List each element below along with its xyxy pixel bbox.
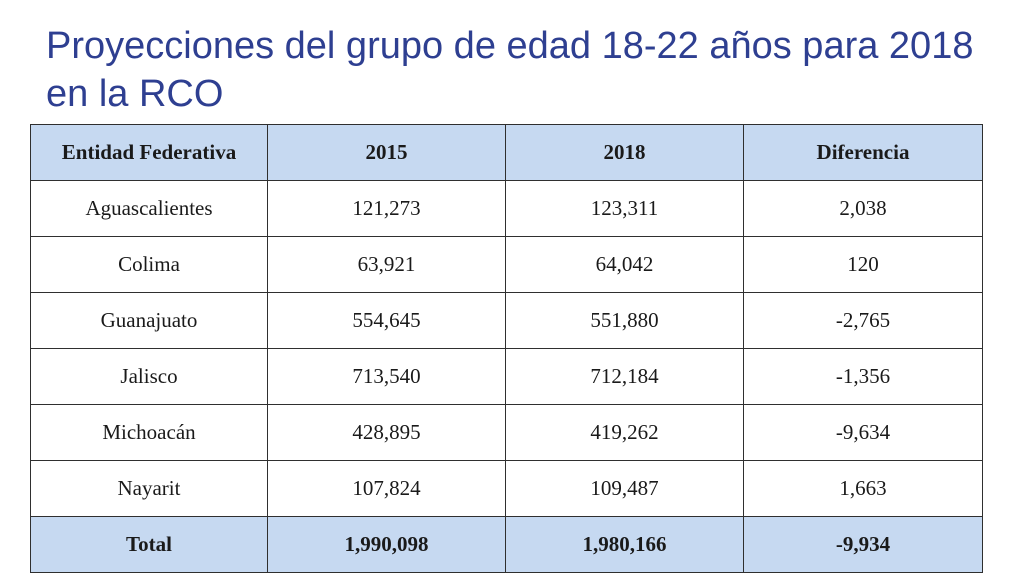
data-table <box>30 124 983 573</box>
cell-2018: 123,311 <box>506 181 744 237</box>
cell-diferencia: -2,765 <box>744 293 983 349</box>
cell-2015: 63,921 <box>268 237 506 293</box>
table-row <box>31 461 983 517</box>
cell-2015: 713,540 <box>268 349 506 405</box>
total-diferencia: -9,934 <box>744 517 983 573</box>
table-row <box>31 181 983 237</box>
table-row <box>31 349 983 405</box>
header-diferencia: Diferencia <box>744 125 983 181</box>
cell-diferencia: 120 <box>744 237 983 293</box>
header-entidad: Entidad Federativa <box>31 125 268 181</box>
cell-entidad: Colima <box>31 237 268 293</box>
table-row <box>31 237 983 293</box>
cell-diferencia: 2,038 <box>744 181 983 237</box>
header-2015: 2015 <box>268 125 506 181</box>
cell-2018: 64,042 <box>506 237 744 293</box>
header-row <box>31 125 983 181</box>
cell-entidad: Michoacán <box>31 405 268 461</box>
total-2015: 1,990,098 <box>268 517 506 573</box>
slide-title: Proyecciones del grupo de edad 18-22 años para 2018 en la RCO <box>46 25 974 115</box>
cell-entidad: Guanajuato <box>31 293 268 349</box>
cell-diferencia: 1,663 <box>744 461 983 517</box>
cell-2018: 109,487 <box>506 461 744 517</box>
total-row <box>31 517 983 573</box>
cell-diferencia: -1,356 <box>744 349 983 405</box>
cell-entidad: Aguascalientes <box>31 181 268 237</box>
cell-entidad: Nayarit <box>31 461 268 517</box>
header-2018: 2018 <box>506 125 744 181</box>
cell-2015: 554,645 <box>268 293 506 349</box>
cell-diferencia: -9,634 <box>744 405 983 461</box>
cell-2015: 107,824 <box>268 461 506 517</box>
cell-entidad: Jalisco <box>31 349 268 405</box>
cell-2018: 551,880 <box>506 293 744 349</box>
total-label: Total <box>31 517 268 573</box>
table-row <box>31 405 983 461</box>
cell-2015: 428,895 <box>268 405 506 461</box>
table-row <box>31 293 983 349</box>
total-2018: 1,980,166 <box>506 517 744 573</box>
cell-2018: 419,262 <box>506 405 744 461</box>
cell-2018: 712,184 <box>506 349 744 405</box>
cell-2015: 121,273 <box>268 181 506 237</box>
